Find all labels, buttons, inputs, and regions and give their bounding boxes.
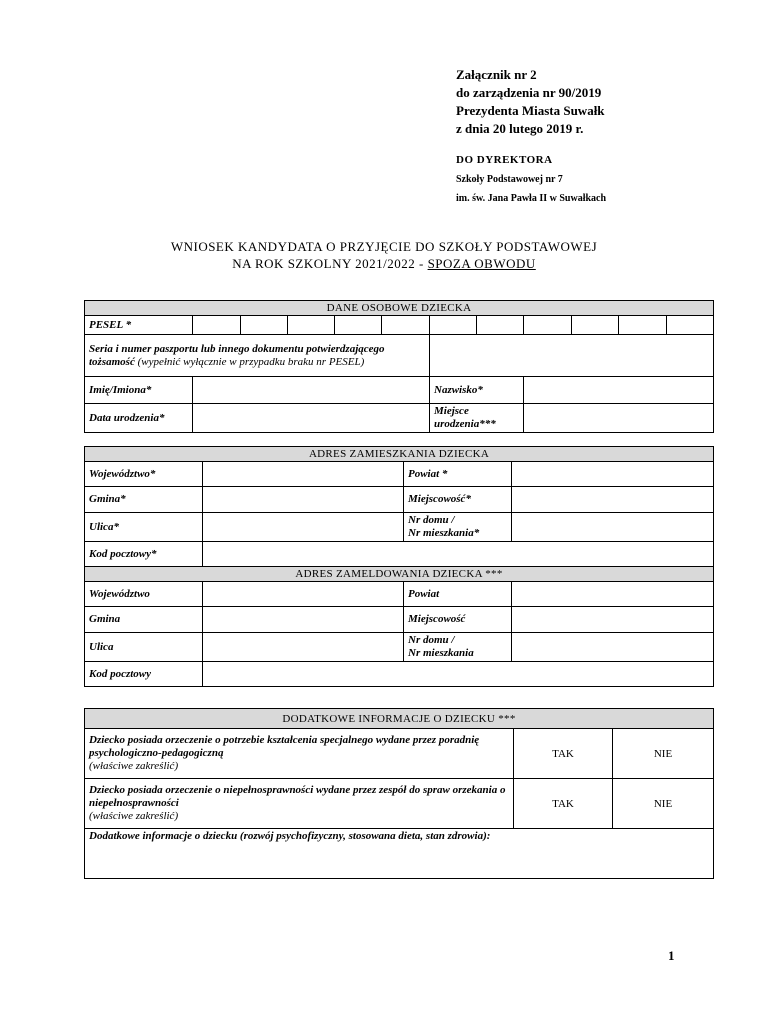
pesel-digit-8[interactable]: [524, 316, 572, 335]
registered-county-label: Powiat: [404, 582, 512, 607]
registered-house-label: [404, 633, 512, 662]
birth-place-field[interactable]: [524, 404, 714, 433]
birth-date-field[interactable]: [193, 404, 430, 433]
school-patron: im. św. Jana Pawła II w Suwałkach: [456, 193, 607, 204]
additional-notes-label: Dodatkowe informacje o dziecku (rozwój psychofizyczny, stosowana dieta, stan zdrowia):: [89, 830, 491, 842]
additional-notes-field[interactable]: [85, 829, 714, 879]
residence-town-label: Miejscowość*: [404, 487, 512, 513]
first-name-field[interactable]: [193, 377, 430, 404]
residence-county-field[interactable]: [512, 462, 714, 487]
personal-data-heading: DANE OSOBOWE DZIECKA: [85, 301, 714, 316]
title-line-2-underlined: SPOZA OBWODU: [427, 256, 536, 271]
residence-postal-field[interactable]: [203, 542, 714, 567]
title-line-1: WNIOSEK KANDYDATA O PRZYJĘCIE DO SZKOŁY PODSTAWOWEJ: [170, 239, 598, 254]
pesel-digit-2[interactable]: [241, 316, 288, 335]
pesel-digit-9[interactable]: [572, 316, 619, 335]
pesel-digit-7[interactable]: [477, 316, 524, 335]
additional-info-heading: DODATKOWE INFORMACJE O DZIECKU ***: [85, 709, 714, 729]
page-number: 1: [668, 948, 675, 963]
pesel-digit-6[interactable]: [430, 316, 477, 335]
residence-postal-label: Kod pocztowy*: [85, 542, 203, 567]
registered-postal-field[interactable]: [203, 662, 714, 687]
registered-street-field[interactable]: [203, 633, 404, 662]
ordinance-date: z dnia 20 lutego 2019 r.: [456, 121, 584, 136]
special-education-yes[interactable]: TAK: [514, 729, 613, 779]
title-line-2-prefix: NA ROK SZKOLNY 2021/2022 -: [232, 256, 428, 271]
attachment-number: Załącznik nr 2: [456, 67, 537, 82]
pesel-digit-11[interactable]: [667, 316, 714, 335]
residence-house-line-2: Nr mieszkania*: [408, 527, 480, 539]
registered-town-label: Miejscowość: [404, 607, 512, 633]
last-name-label: Nazwisko*: [430, 377, 524, 404]
residence-commune-field[interactable]: [203, 487, 404, 513]
residence-house-field[interactable]: [512, 513, 714, 542]
special-education-question: [85, 729, 514, 779]
residence-town-field[interactable]: [512, 487, 714, 513]
registered-house-line-1: Nr domu /: [408, 634, 455, 646]
registered-commune-field[interactable]: [203, 607, 404, 633]
residence-street-field[interactable]: [203, 513, 404, 542]
first-name-label: Imię/Imiona*: [85, 377, 193, 404]
pesel-digit-3[interactable]: [288, 316, 335, 335]
registered-address-heading: ADRES ZAMELDOWANIA DZIECKA ***: [85, 567, 714, 582]
residence-voivodeship-field[interactable]: [203, 462, 404, 487]
disability-yes[interactable]: TAK: [514, 779, 613, 829]
birth-place-label: Miejsce urodzenia***: [430, 404, 524, 433]
disability-question: [85, 779, 514, 829]
registered-house-field[interactable]: [512, 633, 714, 662]
registered-commune-label: Gmina: [85, 607, 203, 633]
pesel-digit-4[interactable]: [335, 316, 382, 335]
special-education-note: (właściwe zakreślić): [89, 760, 179, 772]
registered-town-field[interactable]: [512, 607, 714, 633]
identity-document-text: Seria i numer paszportu lub innego dokumentu potwierdzającego tożsamość: [89, 342, 385, 368]
school-name: Szkoły Podstawowej nr 7: [456, 174, 563, 185]
residence-street-label: Ulica*: [85, 513, 203, 542]
registered-street-label: Ulica: [85, 633, 203, 662]
birth-date-label: Data urodzenia*: [85, 404, 193, 433]
identity-document-label: [85, 335, 430, 377]
registered-county-field[interactable]: [512, 582, 714, 607]
identity-document-field[interactable]: [430, 335, 714, 377]
registered-postal-label: Kod pocztowy: [85, 662, 203, 687]
personal-data-table: [84, 300, 714, 433]
disability-note: (właściwe zakreślić): [89, 810, 179, 822]
residence-address-heading: ADRES ZAMIESZKANIA DZIECKA: [85, 447, 714, 462]
residence-commune-label: Gmina*: [85, 487, 203, 513]
pesel-label: PESEL *: [85, 316, 193, 335]
additional-info-table: [84, 708, 714, 879]
registered-voivodeship-field[interactable]: [203, 582, 404, 607]
pesel-digit-1[interactable]: [193, 316, 241, 335]
pesel-digit-5[interactable]: [382, 316, 430, 335]
identity-document-note: (wypełnić wyłącznie w przypadku braku nr PESEL): [137, 355, 365, 368]
document-title: [0, 238, 768, 272]
disability-text: Dziecko posiada orzeczenie o niepełnosprawności wydane przez zespół do spraw orzekania o niepełnosprawności: [89, 784, 506, 809]
disability-no[interactable]: NIE: [613, 779, 714, 829]
last-name-field[interactable]: [524, 377, 714, 404]
title-line-2: [0, 255, 768, 272]
address-table: [84, 446, 714, 687]
residence-county-label: Powiat *: [404, 462, 512, 487]
attachment-header: [456, 66, 605, 138]
special-education-no[interactable]: NIE: [613, 729, 714, 779]
special-education-text: Dziecko posiada orzeczenie o potrzebie kształcenia specjalnego wydane przez poradnię psychologiczno-pedagogiczną: [89, 734, 480, 759]
addressee: DO DYREKTORA: [456, 154, 553, 166]
ordinance-ref: do zarządzenia nr 90/2019: [456, 85, 602, 100]
pesel-digit-10[interactable]: [619, 316, 667, 335]
registered-house-line-2: Nr mieszkania: [408, 647, 474, 659]
ordinance-author: Prezydenta Miasta Suwałk: [456, 103, 605, 118]
residence-house-line-1: Nr domu /: [408, 514, 455, 526]
residence-voivodeship-label: Województwo*: [85, 462, 203, 487]
registered-voivodeship-label: Województwo: [85, 582, 203, 607]
residence-house-label: [404, 513, 512, 542]
